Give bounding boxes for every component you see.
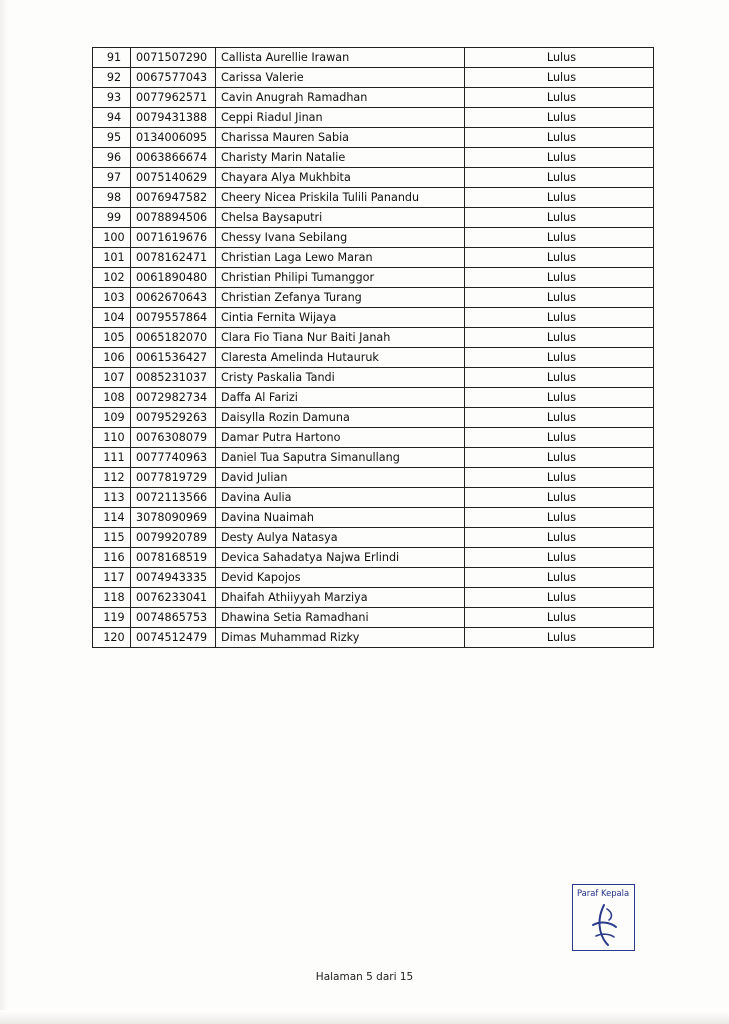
table-row bbox=[93, 388, 654, 408]
row-number: 106 bbox=[93, 348, 131, 368]
row-number: 103 bbox=[93, 288, 131, 308]
participant-status: Lulus bbox=[465, 228, 654, 248]
participant-number: 0074865753 bbox=[131, 608, 216, 628]
row-number: 98 bbox=[93, 188, 131, 208]
table-row bbox=[93, 128, 654, 148]
participant-name: Cristy Paskalia Tandi bbox=[216, 368, 465, 388]
participant-number: 0067577043 bbox=[131, 68, 216, 88]
participant-status: Lulus bbox=[465, 108, 654, 128]
row-number: 109 bbox=[93, 408, 131, 428]
scan-edge-bottom bbox=[0, 1010, 729, 1024]
participant-number: 0071507290 bbox=[131, 48, 216, 68]
participant-status: Lulus bbox=[465, 128, 654, 148]
participant-number: 0063866674 bbox=[131, 148, 216, 168]
participant-number: 0077819729 bbox=[131, 468, 216, 488]
participant-name: Charissa Mauren Sabia bbox=[216, 128, 465, 148]
participant-number: 0079431388 bbox=[131, 108, 216, 128]
table-row bbox=[93, 48, 654, 68]
participant-number: 0074512479 bbox=[131, 628, 216, 648]
table-row bbox=[93, 148, 654, 168]
participant-number: 0078162471 bbox=[131, 248, 216, 268]
table-row bbox=[93, 168, 654, 188]
participant-name: Cavin Anugrah Ramadhan bbox=[216, 88, 465, 108]
participant-number: 0076233041 bbox=[131, 588, 216, 608]
participant-number: 0079529263 bbox=[131, 408, 216, 428]
participant-status: Lulus bbox=[465, 548, 654, 568]
row-number: 91 bbox=[93, 48, 131, 68]
table-row bbox=[93, 368, 654, 388]
row-number: 97 bbox=[93, 168, 131, 188]
table-row bbox=[93, 328, 654, 348]
participant-status: Lulus bbox=[465, 48, 654, 68]
table-row bbox=[93, 108, 654, 128]
participant-status: Lulus bbox=[465, 68, 654, 88]
participant-name: Cheery Nicea Priskila Tulili Panandu bbox=[216, 188, 465, 208]
participant-status: Lulus bbox=[465, 568, 654, 588]
participant-status: Lulus bbox=[465, 268, 654, 288]
participant-name: Carissa Valerie bbox=[216, 68, 465, 88]
participant-table-container bbox=[92, 47, 631, 648]
participant-number: 0076308079 bbox=[131, 428, 216, 448]
row-number: 105 bbox=[93, 328, 131, 348]
participant-status: Lulus bbox=[465, 388, 654, 408]
table-row bbox=[93, 228, 654, 248]
row-number: 115 bbox=[93, 528, 131, 548]
table-row bbox=[93, 208, 654, 228]
participant-number: 0062670643 bbox=[131, 288, 216, 308]
participant-name: Callista Aurellie Irawan bbox=[216, 48, 465, 68]
table-row bbox=[93, 188, 654, 208]
participant-name: Christian Philipi Tumanggor bbox=[216, 268, 465, 288]
row-number: 119 bbox=[93, 608, 131, 628]
table-row bbox=[93, 568, 654, 588]
table-row bbox=[93, 288, 654, 308]
table-row bbox=[93, 88, 654, 108]
participant-name: Christian Laga Lewo Maran bbox=[216, 248, 465, 268]
table-row bbox=[93, 528, 654, 548]
row-number: 114 bbox=[93, 508, 131, 528]
table-row bbox=[93, 408, 654, 428]
participant-status: Lulus bbox=[465, 88, 654, 108]
participant-name: Chayara Alya Mukhbita bbox=[216, 168, 465, 188]
row-number: 118 bbox=[93, 588, 131, 608]
participant-status: Lulus bbox=[465, 348, 654, 368]
participant-name: Ceppi Riadul Jinan bbox=[216, 108, 465, 128]
participant-number: 0061890480 bbox=[131, 268, 216, 288]
participant-name: Christian Zefanya Turang bbox=[216, 288, 465, 308]
participant-status: Lulus bbox=[465, 628, 654, 648]
participant-name: Claresta Amelinda Hutauruk bbox=[216, 348, 465, 368]
participant-number: 0065182070 bbox=[131, 328, 216, 348]
row-number: 95 bbox=[93, 128, 131, 148]
row-number: 99 bbox=[93, 208, 131, 228]
participant-status: Lulus bbox=[465, 148, 654, 168]
table-row bbox=[93, 68, 654, 88]
row-number: 92 bbox=[93, 68, 131, 88]
participant-name: Dhawina Setia Ramadhani bbox=[216, 608, 465, 628]
participant-name: Daniel Tua Saputra Simanullang bbox=[216, 448, 465, 468]
row-number: 107 bbox=[93, 368, 131, 388]
participant-name: Chessy Ivana Sebilang bbox=[216, 228, 465, 248]
participant-name: Chelsa Baysaputri bbox=[216, 208, 465, 228]
participant-status: Lulus bbox=[465, 508, 654, 528]
row-number: 104 bbox=[93, 308, 131, 328]
table-row bbox=[93, 308, 654, 328]
participant-status: Lulus bbox=[465, 428, 654, 448]
table-row bbox=[93, 448, 654, 468]
participant-status: Lulus bbox=[465, 608, 654, 628]
table-row bbox=[93, 488, 654, 508]
row-number: 108 bbox=[93, 388, 131, 408]
participant-status: Lulus bbox=[465, 488, 654, 508]
row-number: 101 bbox=[93, 248, 131, 268]
row-number: 120 bbox=[93, 628, 131, 648]
table-row bbox=[93, 468, 654, 488]
participant-status: Lulus bbox=[465, 328, 654, 348]
participant-number: 0076947582 bbox=[131, 188, 216, 208]
participant-number: 0074943335 bbox=[131, 568, 216, 588]
participant-status: Lulus bbox=[465, 528, 654, 548]
page-footer: Halaman 5 dari 15 bbox=[315, 971, 414, 983]
participant-name: Desty Aulya Natasya bbox=[216, 528, 465, 548]
row-number: 113 bbox=[93, 488, 131, 508]
participant-name: Devid Kapojos bbox=[216, 568, 465, 588]
participant-name: Daffa Al Farizi bbox=[216, 388, 465, 408]
row-number: 111 bbox=[93, 448, 131, 468]
participant-status: Lulus bbox=[465, 288, 654, 308]
participant-number: 0061536427 bbox=[131, 348, 216, 368]
participant-name: Davina Aulia bbox=[216, 488, 465, 508]
participant-status: Lulus bbox=[465, 168, 654, 188]
participant-name: Davina Nuaimah bbox=[216, 508, 465, 528]
participant-table bbox=[92, 47, 654, 648]
table-row bbox=[93, 508, 654, 528]
initial-stamp-label: Paraf Kepala bbox=[577, 888, 630, 898]
row-number: 116 bbox=[93, 548, 131, 568]
table-row bbox=[93, 628, 654, 648]
participant-number: 0072113566 bbox=[131, 488, 216, 508]
row-number: 110 bbox=[93, 428, 131, 448]
participant-name: Dhaifah Athiiyyah Marziya bbox=[216, 588, 465, 608]
participant-status: Lulus bbox=[465, 448, 654, 468]
row-number: 102 bbox=[93, 268, 131, 288]
table-row bbox=[93, 348, 654, 368]
row-number: 112 bbox=[93, 468, 131, 488]
participant-status: Lulus bbox=[465, 588, 654, 608]
participant-number: 0079557864 bbox=[131, 308, 216, 328]
participant-number: 0077962571 bbox=[131, 88, 216, 108]
participant-status: Lulus bbox=[465, 208, 654, 228]
participant-number: 0077740963 bbox=[131, 448, 216, 468]
participant-status: Lulus bbox=[465, 408, 654, 428]
participant-number: 0075140629 bbox=[131, 168, 216, 188]
row-number: 117 bbox=[93, 568, 131, 588]
row-number: 96 bbox=[93, 148, 131, 168]
table-row bbox=[93, 428, 654, 448]
participant-name: David Julian bbox=[216, 468, 465, 488]
table-row bbox=[93, 548, 654, 568]
participant-name: Damar Putra Hartono bbox=[216, 428, 465, 448]
participant-number: 0071619676 bbox=[131, 228, 216, 248]
participant-number: 0072982734 bbox=[131, 388, 216, 408]
participant-number: 0085231037 bbox=[131, 368, 216, 388]
participant-number: 3078090969 bbox=[131, 508, 216, 528]
participant-status: Lulus bbox=[465, 468, 654, 488]
row-number: 100 bbox=[93, 228, 131, 248]
participant-number: 0078894506 bbox=[131, 208, 216, 228]
participant-name: Dimas Muhammad Rizky bbox=[216, 628, 465, 648]
signature-mark-icon bbox=[573, 903, 634, 949]
participant-status: Lulus bbox=[465, 308, 654, 328]
table-row bbox=[93, 268, 654, 288]
participant-status: Lulus bbox=[465, 368, 654, 388]
participant-name: Devica Sahadatya Najwa Erlindi bbox=[216, 548, 465, 568]
row-number: 93 bbox=[93, 88, 131, 108]
initial-stamp-box bbox=[572, 884, 635, 951]
scan-edge-left bbox=[0, 0, 10, 1024]
participant-name: Charisty Marin Natalie bbox=[216, 148, 465, 168]
participant-name: Daisylla Rozin Damuna bbox=[216, 408, 465, 428]
participant-number: 0134006095 bbox=[131, 128, 216, 148]
participant-name: Clara Fio Tiana Nur Baiti Janah bbox=[216, 328, 465, 348]
participant-number: 0078168519 bbox=[131, 548, 216, 568]
participant-status: Lulus bbox=[465, 248, 654, 268]
table-row bbox=[93, 608, 654, 628]
participant-name: Cintia Fernita Wijaya bbox=[216, 308, 465, 328]
table-row bbox=[93, 248, 654, 268]
row-number: 94 bbox=[93, 108, 131, 128]
participant-number: 0079920789 bbox=[131, 528, 216, 548]
participant-status: Lulus bbox=[465, 188, 654, 208]
table-row bbox=[93, 588, 654, 608]
